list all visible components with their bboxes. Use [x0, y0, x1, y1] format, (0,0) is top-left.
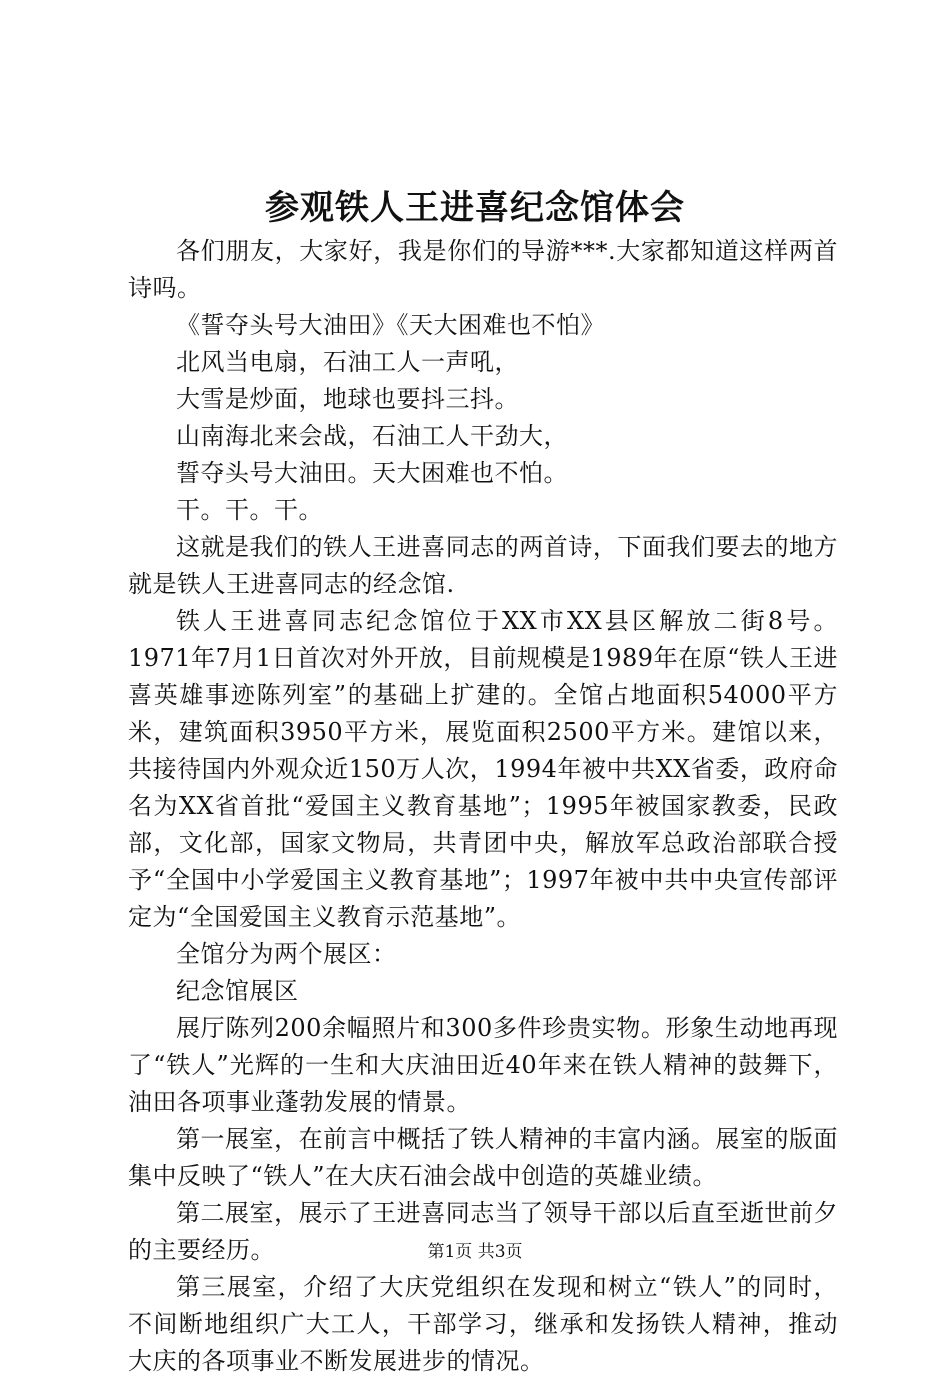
document-body	[128, 233, 838, 1380]
paragraph-greeting: 各们朋友，大家好，我是你们的导游***.大家都知道这样两首诗吗。	[128, 237, 838, 302]
paragraph-poem-line-2: 大雪是炒面，地球也要抖三抖。	[176, 385, 519, 413]
document-title: 参观铁人王进喜纪念馆体会	[265, 188, 685, 228]
paragraph-room-1: 第一展室，在前言中概括了铁人精神的丰富内涵。展室的版面集中反映了“铁人”在大庆石油会战中创造的英雄业绩。	[128, 1125, 838, 1190]
paragraph-poem-titles: 《誓夺头号大油田》《天大困难也不怕》	[176, 311, 605, 339]
paragraph-poem-line-1: 北风当电扇，石油工人一声吼，	[176, 348, 519, 376]
paragraph-intro: 这就是我们的铁人王进喜同志的两首诗，下面我们要去的地方就是铁人王进喜同志的经念馆.	[128, 533, 838, 598]
paragraph-poem-line-3: 山南海北来会战，石油工人干劲大，	[176, 422, 568, 450]
paragraph-room-2: 第二展室，展示了王进喜同志当了领导干部以后直至逝世前夕的主要经历。	[128, 1199, 838, 1264]
paragraph-poem-line-4: 誓夺头号大油田。天大困难也不怕。	[176, 459, 568, 487]
paragraph-area-heading: 纪念馆展区	[176, 977, 299, 1005]
paragraph-museum-info: 铁人王进喜同志纪念馆位于XX市XX县区解放二街8号。1971年7月1日首次对外开放，目前规模是1989年在原“铁人王进喜英雄事迹陈列室”的基础上扩建的。全馆占地面积54000平方米，建筑面积3950平方米，展览面积2500平方米。建馆以来，共接待国内外观众近150万人次，1994年被中共XX省委，政府命名为XX省首批“爱国主义教育基地”；1995年被国家教委，民政部，文化部，国家文物局，共青团中央，解放军总政治部联合授予“全国中小学爱国主义教育基地”；1997年被中共中央宣传部评定为“全国爱国主义教育示范基地”。	[128, 607, 838, 931]
paragraph-exhibit-hall: 展厅陈列200余幅照片和300多件珍贵实物。形象生动地再现了“铁人”光辉的一生和大庆油田近40年来在铁人精神的鼓舞下，油田各项事业蓬勃发展的情景。	[128, 1014, 838, 1116]
paragraph-room-3: 第三展室，介绍了大庆党组织在发现和树立“铁人”的同时，不间断地组织广大工人，干部学习，继承和发扬铁人精神，推动大庆的各项事业不断发展进步的情况。	[128, 1273, 838, 1375]
paragraph-areas: 全馆分为两个展区：	[176, 940, 397, 968]
page-number-footer: 第1页 共3页	[427, 1242, 523, 1262]
paragraph-poem-line-5: 干。干。干。	[176, 496, 323, 524]
